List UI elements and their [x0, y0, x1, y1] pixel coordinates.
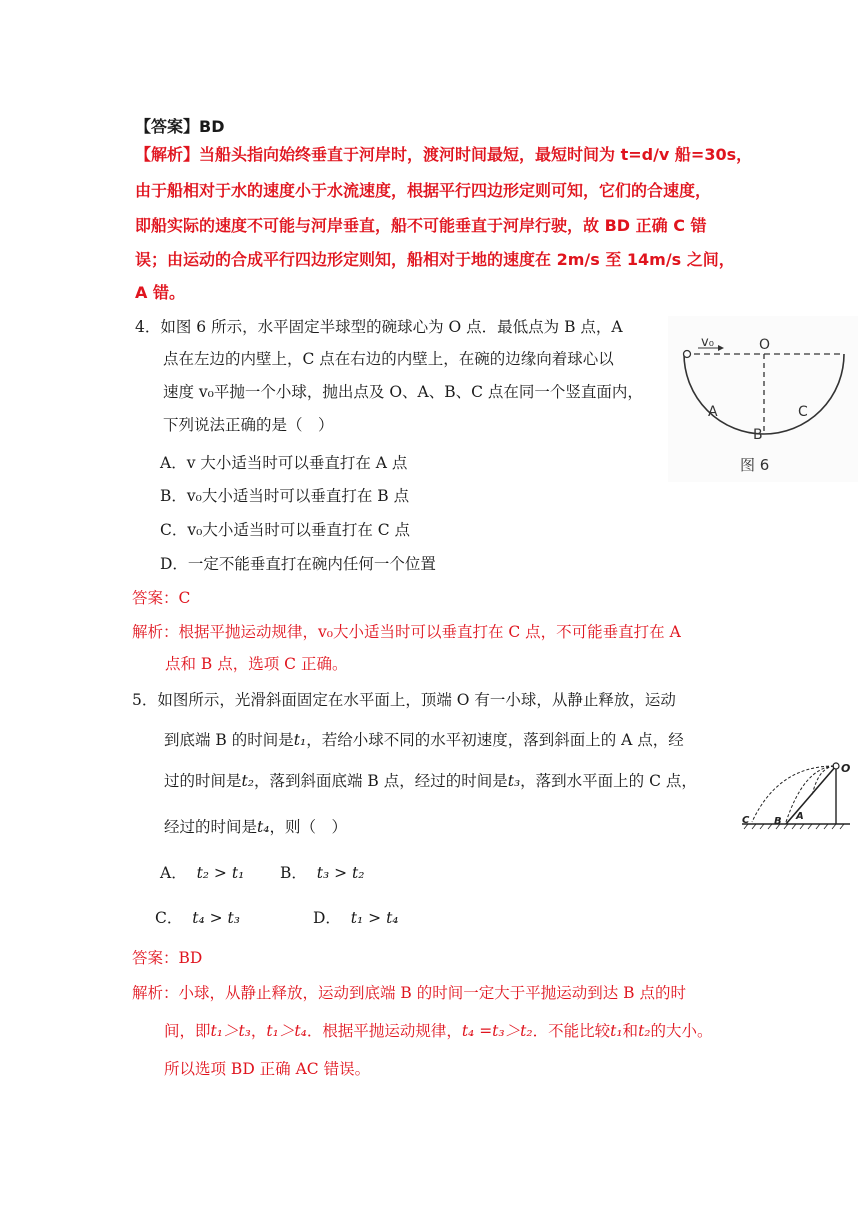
option-expr: t₃ > t₂ [316, 864, 365, 882]
q5-stem-text: ，若给小球不同的水平初速度，落到斜面上的 A 点，经 [306, 731, 684, 749]
analysis-expr: t₁＞t₄ [266, 1022, 307, 1040]
analysis-text: ．根据平抛运动规律， [306, 1022, 462, 1040]
q4-stem-line: 4．如图 6 所示，水平固定半球型的碗球心为 O 点．最低点为 B 点，A [135, 318, 623, 336]
q5-var: t₄ [257, 818, 270, 836]
v0-label: v₀ [701, 335, 714, 350]
q5-stem-line [164, 728, 684, 750]
option-letter: C． [155, 909, 183, 927]
q5-stem-text: 经过的时间是 [164, 818, 258, 836]
q5-var: t₃ [507, 772, 521, 790]
option-expr: t₂ > t₁ [196, 864, 245, 882]
q5-var: t₂ [241, 772, 254, 790]
q4-option-b: B．v₀大小适当时可以垂直打在 B 点 [160, 487, 410, 505]
analysis-text: 的大小。 [650, 1022, 713, 1040]
incline-figure [738, 756, 854, 830]
q5-var: t₁ [293, 731, 307, 749]
q5-stem-text: ，落到斜面底端 B 点，经过的时间是 [253, 772, 508, 790]
q5-option-a [160, 861, 244, 883]
q5-analysis-line: 所以选项 BD 正确 AC 错误。 [164, 1060, 371, 1078]
q5-analysis-line [164, 1019, 713, 1041]
q5-stem-line [164, 815, 347, 837]
option-expr: t₁ > t₄ [350, 909, 399, 927]
q5-option-c [155, 906, 240, 928]
label-c: C [742, 815, 750, 826]
option-expr: t₄ > t₃ [192, 909, 240, 927]
trajectory-c [752, 766, 834, 822]
q4-stem-line: 速度 v₀平抛一个小球，抛出点及 O、A、B、C 点在同一个竖直面内， [163, 383, 643, 401]
analysis-expr: t₂ [638, 1022, 651, 1040]
q3-analysis-line: 由于船相对于水的速度小于水流速度，根据平行四边形定则可知，它们的合速度， [135, 181, 712, 200]
q3-analysis-line: 误；由运动的合成平行四边形定则知，船相对于地的速度在 2m/s 至 14m/s 之间， [135, 250, 735, 269]
analysis-text: 和 [622, 1022, 639, 1040]
label-o: O [841, 762, 851, 775]
q5-option-d [313, 906, 399, 928]
ball [684, 351, 691, 358]
q4-answer: 答案：C [132, 589, 191, 607]
q4-option-d: D．一定不能垂直打在碗内任何一个位置 [160, 555, 436, 573]
trajectory-b [786, 766, 834, 822]
q5-stem-line [164, 769, 697, 791]
option-letter: A． [160, 864, 187, 882]
q5-analysis-line: 解析：小球，从静止释放，运动到底端 B 的时间一定大于平抛运动到达 B 点的时 [132, 984, 686, 1002]
q5-stem-text: ，落到水平面上的 C 点， [520, 772, 697, 790]
q5-stem-line: 5．如图所示，光滑斜面固定在水平面上，顶端 O 有一小球，从静止释放，运动 [132, 691, 676, 709]
q4-stem-line: 点在左边的内壁上，C 点在右边的内壁上，在碗的边缘向着球心以 [163, 350, 614, 368]
label-a: A [708, 404, 718, 420]
label-o: O [759, 337, 771, 353]
q4-analysis-line: 点和 B 点，选项 C 正确。 [165, 655, 348, 673]
q3-analysis-line: A 错。 [135, 283, 185, 302]
q4-option-a: A．v 大小适当时可以垂直打在 A 点 [160, 454, 408, 472]
analysis-text: 间，即 [164, 1022, 211, 1040]
label-c: C [798, 404, 808, 420]
q5-answer: 答案：BD [132, 949, 203, 967]
q3-analysis-line: 即船实际的速度不可能与河岸垂直，船不可能垂直于河岸行驶，故 BD 正确 C 错 [135, 216, 707, 235]
option-letter: D． [313, 909, 341, 927]
bowl-figure [668, 316, 858, 482]
analysis-expr: t₄ =t₃＞t₂ [461, 1022, 533, 1040]
q3-analysis-line: 【解析】当船头指向始终垂直于河岸时，渡河时间最短，最短时间为 t=d/v 船=30s， [135, 145, 753, 164]
figure-caption: 图 6 [740, 456, 770, 474]
label-b: B [774, 816, 782, 827]
q4-stem-line: 下列说法正确的是（ ） [163, 416, 334, 434]
q4-analysis-line: 解析：根据平抛运动规律，v₀大小适当时可以垂直打在 C 点，不可能垂直打在 A [132, 623, 681, 641]
q5-stem-text: 到底端 B 的时间是 [164, 731, 294, 749]
q5-option-b [280, 861, 364, 883]
analysis-expr: t₁ [610, 1022, 623, 1040]
q5-stem-text: ，则（ ） [269, 818, 347, 836]
label-b: B [753, 427, 763, 443]
q5-stem-text: 过的时间是 [164, 772, 242, 790]
q3-answer: 【答案】BD [135, 117, 225, 136]
q4-option-c: C．v₀大小适当时可以垂直打在 C 点 [160, 521, 411, 539]
analysis-text: ．不能比较 [532, 1022, 611, 1040]
label-a: A [796, 811, 804, 822]
option-letter: B． [280, 864, 307, 882]
analysis-text: ， [250, 1022, 267, 1040]
analysis-expr: t₁＞t₃ [210, 1022, 251, 1040]
